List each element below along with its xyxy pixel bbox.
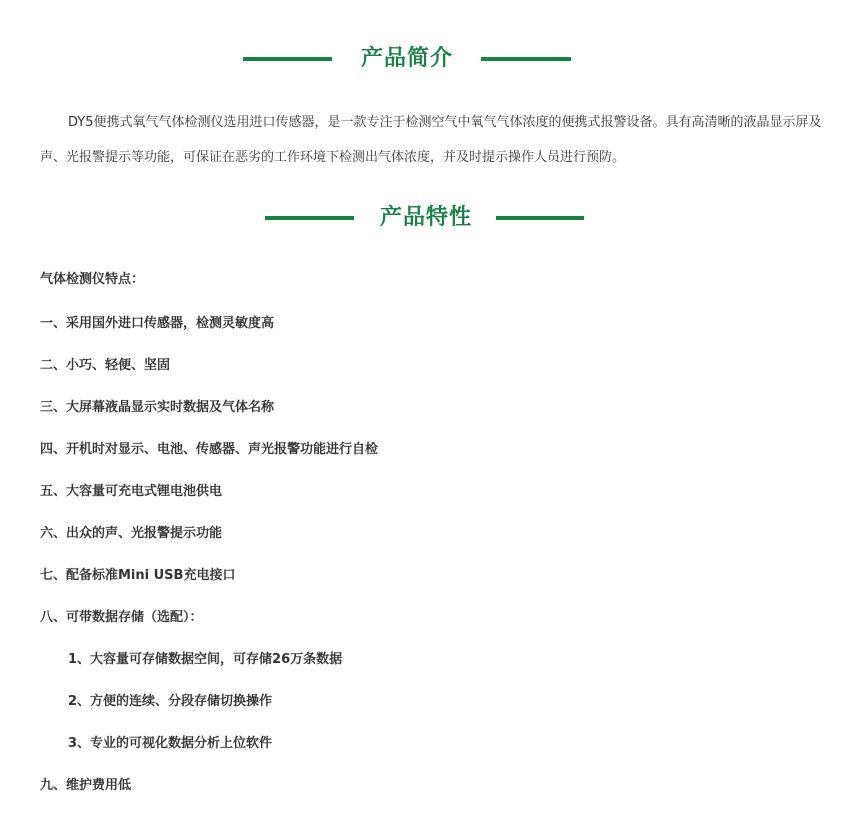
heading-rule-right (496, 216, 584, 220)
feature-subitem: 3、专业的可视化数据分析上位软件 (68, 736, 273, 751)
features-heading (0, 198, 868, 238)
intro-heading-title: 产品简介 (360, 46, 453, 71)
feature-item: 一、采用国外进口传感器，检测灵敏度高 (40, 316, 275, 331)
feature-item: 二、小巧、轻便、坚固 (40, 358, 171, 373)
feature-item: 三、大屏幕液晶显示实时数据及气体名称 (40, 400, 275, 415)
heading-rule-left (243, 57, 332, 61)
feature-subitem: 1、大容量可存储数据空间，可存储26万条数据 (68, 652, 343, 667)
feature-item: 四、开机时对显示、电池、传感器、声光报警功能进行自检 (40, 442, 379, 457)
heading-rule-left (265, 216, 354, 220)
feature-item: 五、大容量可充电式锂电池供电 (40, 484, 223, 499)
intro-paragraph: DY5便携式氧气气体检测仪选用进口传感器，是一款专注于检测空气中氧气气体浓度的便携式报警设备。具有高清晰的液晶显示屏及声、光报警提示等功能，可保证在恶劣的工作环境下检测出气体浓度，并及时提示操作人员进行预防。 (40, 115, 822, 165)
feature-item: 七、配备标准Mini USB充电接口 (40, 568, 236, 583)
feature-item: 九、维护费用低 (40, 778, 132, 793)
heading-rule-right (481, 57, 571, 61)
feature-item: 八、可带数据存储（选配）： (40, 610, 203, 625)
feature-subitem: 2、方便的连续、分段存储切换操作 (68, 694, 273, 709)
features-subtitle: 气体检测仪特点： (40, 272, 145, 287)
feature-item: 六、出众的声、光报警提示功能 (40, 526, 223, 541)
intro-heading (0, 39, 868, 79)
features-heading-title: 产品特性 (379, 205, 472, 230)
